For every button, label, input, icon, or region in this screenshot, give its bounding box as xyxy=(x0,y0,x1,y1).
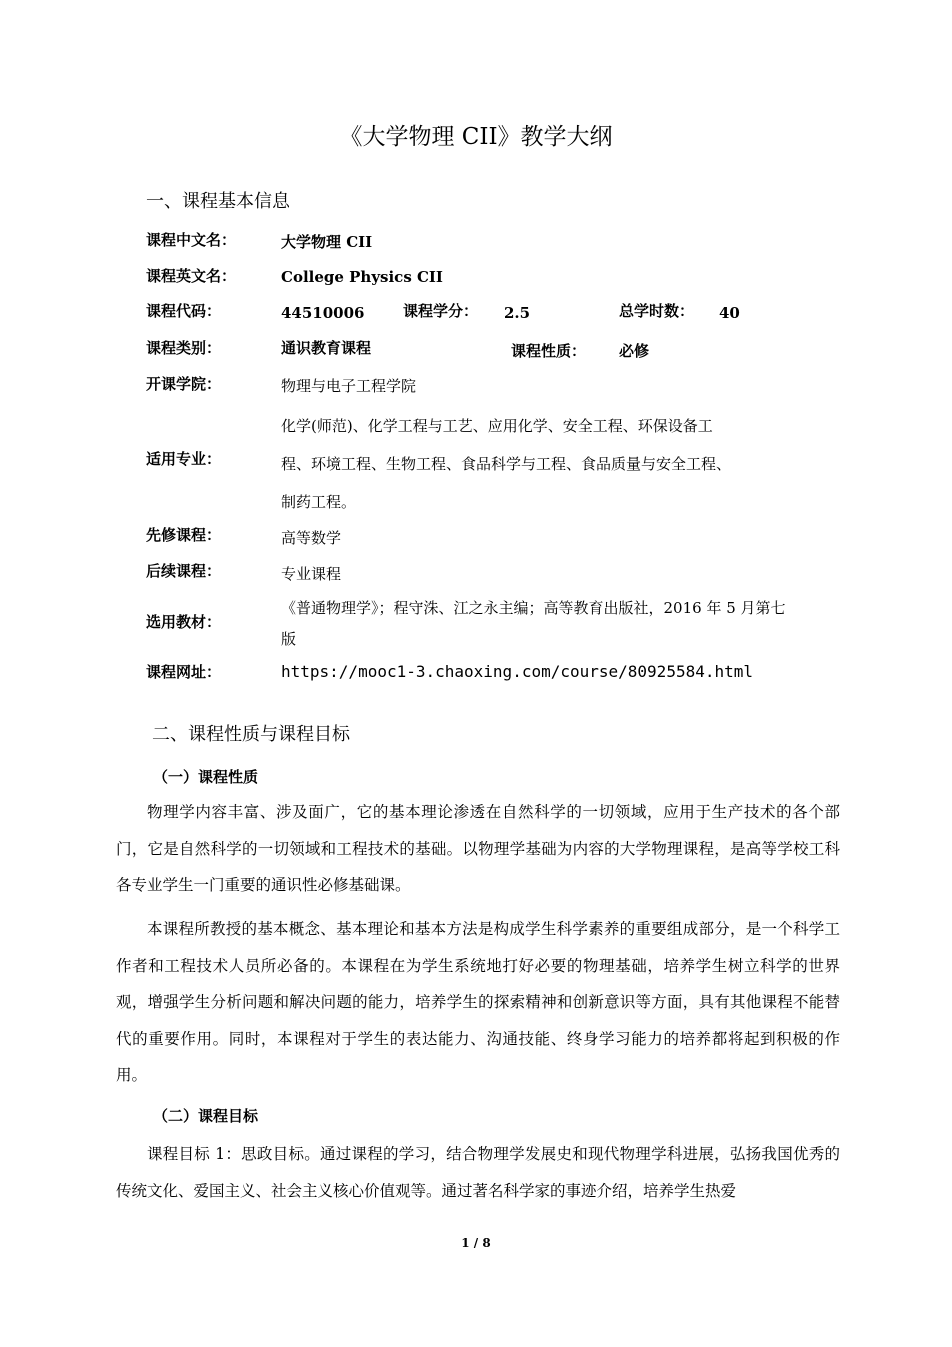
textbook-line-1: 《普通物理学》；程守洙、江之永主编；高等教育出版社，2016 年 5 月第七 xyxy=(281,599,786,617)
course-url: https://mooc1-3.chaoxing.com/course/80925584.html xyxy=(281,662,754,681)
nature-label: 课程性质： xyxy=(511,342,587,360)
category-label: 课程类别： xyxy=(146,339,222,357)
school-value: 物理与电子工程学院 xyxy=(281,377,417,395)
school-label: 开课学院： xyxy=(146,375,222,393)
en-name-label: 课程英文名： xyxy=(146,267,237,285)
code-value: 44510006 xyxy=(281,304,365,322)
subsection1-heading: （一）课程性质 xyxy=(153,768,259,786)
majors-line-1: 化学(师范)、化学工程与工艺、应用化学、安全工程、环保设备工 xyxy=(281,417,713,435)
majors-label: 适用专业： xyxy=(146,450,222,468)
category-value: 通识教育课程 xyxy=(281,339,372,357)
hours-value: 40 xyxy=(719,304,740,322)
followup-value: 专业课程 xyxy=(281,565,342,583)
page-number: 1 / 8 xyxy=(461,1236,491,1250)
url-label: 课程网址： xyxy=(146,663,222,681)
credit-label: 课程学分： xyxy=(403,302,479,320)
prereq-label: 先修课程： xyxy=(146,526,222,544)
credit-value: 2.5 xyxy=(504,304,531,322)
hours-label: 总学时数： xyxy=(619,302,695,320)
cn-name-label: 课程中文名： xyxy=(146,231,237,249)
subsection2-heading: （二）课程目标 xyxy=(153,1107,259,1125)
followup-label: 后续课程： xyxy=(146,562,222,580)
majors-line-2: 程、环境工程、生物工程、食品科学与工程、食品质量与安全工程、 xyxy=(281,455,732,473)
nature-paragraph-1: 物理学内容丰富、涉及面广，它的基本理论渗透在自然科学的一切领域，应用于生产技术的各个部门，它是自然科学的一切领域和工程技术的基础。以物理学基础为内容的大学物理课程，是高等学校工科各专业学生一门重要的通识性必修基础课。 xyxy=(116,803,840,894)
textbook-line-2: 版 xyxy=(281,630,297,648)
en-name-value: College Physics CII xyxy=(281,268,443,286)
section2-heading: 二、课程性质与课程目标 xyxy=(152,724,350,745)
nature-paragraph-2: 本课程所教授的基本概念、基本理论和基本方法是构成学生科学素养的重要组成部分，是一个科学工作者和工程技术人员所必备的。本课程在为学生系统地打好必要的物理基础，培养学生树立科学的世界观，增强学生分析问题和解决问题的能力，培养学生的探索精神和创新意识等方面，具有其他课程不能替代的重要作用。同时，本课程对于学生的表达能力、沟通技能、终身学习能力的培养都将起到积极的作用。 xyxy=(116,920,840,1084)
cn-name-value: 大学物理 CII xyxy=(281,233,373,251)
section1-heading: 一、课程基本信息 xyxy=(146,191,290,212)
code-label: 课程代码： xyxy=(146,302,222,320)
prereq-value: 高等数学 xyxy=(281,529,342,547)
majors-line-3: 制药工程。 xyxy=(281,493,357,511)
objectives-paragraph-1: 课程目标 1：思政目标。通过课程的学习，结合物理学发展史和现代物理学科进展，弘扬我国优秀的传统文化、爱国主义、社会主义核心价值观等。通过著名科学家的事迹介绍，培养学生热爱 xyxy=(116,1145,840,1200)
textbook-label: 选用教材： xyxy=(146,613,222,631)
document-title: 《大学物理 CII》教学大纲 xyxy=(339,124,613,150)
nature-value: 必修 xyxy=(619,342,650,360)
